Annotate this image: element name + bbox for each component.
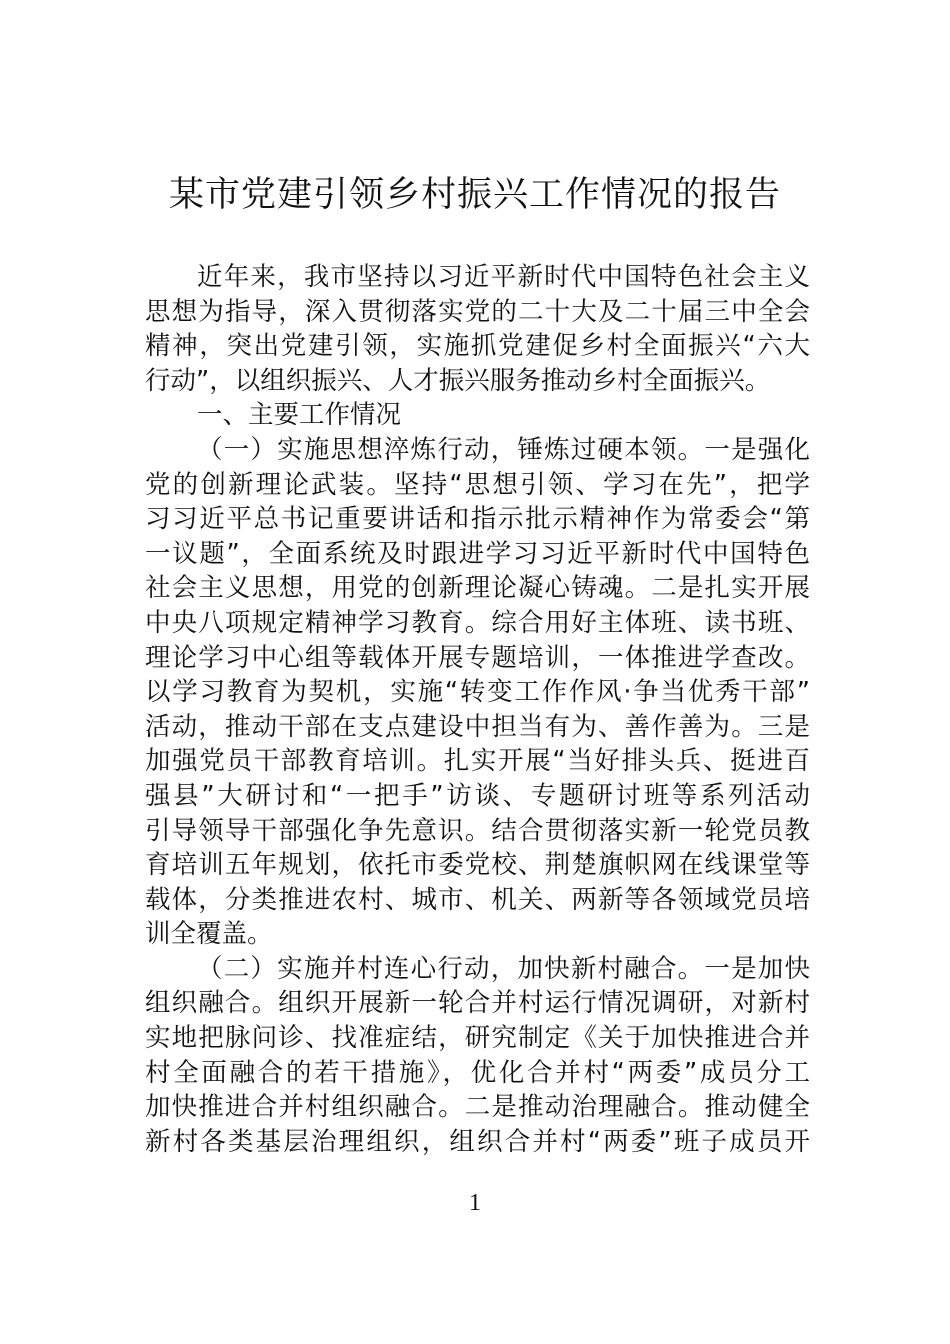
text-line: 育培训五年规划，依托市委党校、荆楚旗帜网在线课堂等 — [145, 850, 810, 881]
document-title: 某市党建引领乡村振兴工作情况的报告 — [168, 175, 781, 215]
text-line: 载体，分类推进农村、城市、机关、两新等各领域党员培 — [145, 884, 810, 915]
page-number: 1 — [469, 1190, 481, 1216]
text-line: 训全覆盖。 — [145, 919, 273, 950]
text-line: 理论学习中心组等载体开展专题培训，一体推进学查改。 — [145, 642, 810, 673]
text-line: 中央八项规定精神学习教育。综合用好主体班、读书班、 — [145, 607, 810, 638]
text-line: 社会主义思想，用党的创新理论凝心铸魂。二是扎实开展 — [145, 573, 810, 604]
section-heading: 一、主要工作情况 — [197, 400, 402, 431]
text-line: 加快推进合并村组织融合。二是推动治理融合。推动健全 — [145, 1092, 810, 1123]
text-line: 强县”大研讨和“一把手”访谈、专题研讨班等系列活动 — [145, 780, 810, 811]
text-line: 引导领导干部强化争先意识。结合贯彻落实新一轮党员教 — [145, 815, 810, 846]
text-line: 习习近平总书记重要讲话和指示批示精神作为常委会“第 — [145, 504, 810, 535]
text-line: 党的创新理论武装。坚持“思想引领、学习在先”，把学 — [145, 469, 810, 500]
text-line: 精神，突出党建引领，实施抓党建促乡村全面振兴“六大 — [145, 331, 810, 362]
text-line: 村全面融合的若干措施》，优化合并村“两委”成员分工 — [145, 1057, 810, 1088]
text-line: （二）实施并村连心行动，加快新村融合。一是加快 — [197, 953, 810, 984]
text-line: 以学习教育为契机，实施“转变工作作风·争当优秀干部” — [145, 677, 810, 708]
text-line: 新村各类基层治理组织，组织合并村“两委”班子成员开 — [145, 1126, 810, 1157]
text-line: 活动，推动干部在支点建设中担当有为、善作善为。三是 — [145, 711, 810, 742]
text-line: 实地把脉问诊、找准症结，研究制定《关于加快推进合并 — [145, 1023, 810, 1054]
text-line: 组织融合。组织开展新一轮合并村运行情况调研，对新村 — [145, 988, 810, 1019]
text-line: 行动”，以组织振兴、人才振兴服务推动乡村全面振兴。 — [145, 365, 771, 396]
text-line: 一议题”，全面系统及时跟进学习习近平新时代中国特色 — [145, 538, 810, 569]
text-line: 思想为指导，深入贯彻落实党的二十大及二十届三中全会 — [145, 296, 810, 327]
text-line: 近年来，我市坚持以习近平新时代中国特色社会主义 — [197, 262, 810, 292]
text-line: 加强党员干部教育培训。扎实开展“当好排头兵、挺进百 — [145, 746, 810, 777]
text-line: （一）实施思想淬炼行动，锤炼过硬本领。一是强化 — [197, 434, 810, 465]
document-body — [145, 260, 810, 1159]
